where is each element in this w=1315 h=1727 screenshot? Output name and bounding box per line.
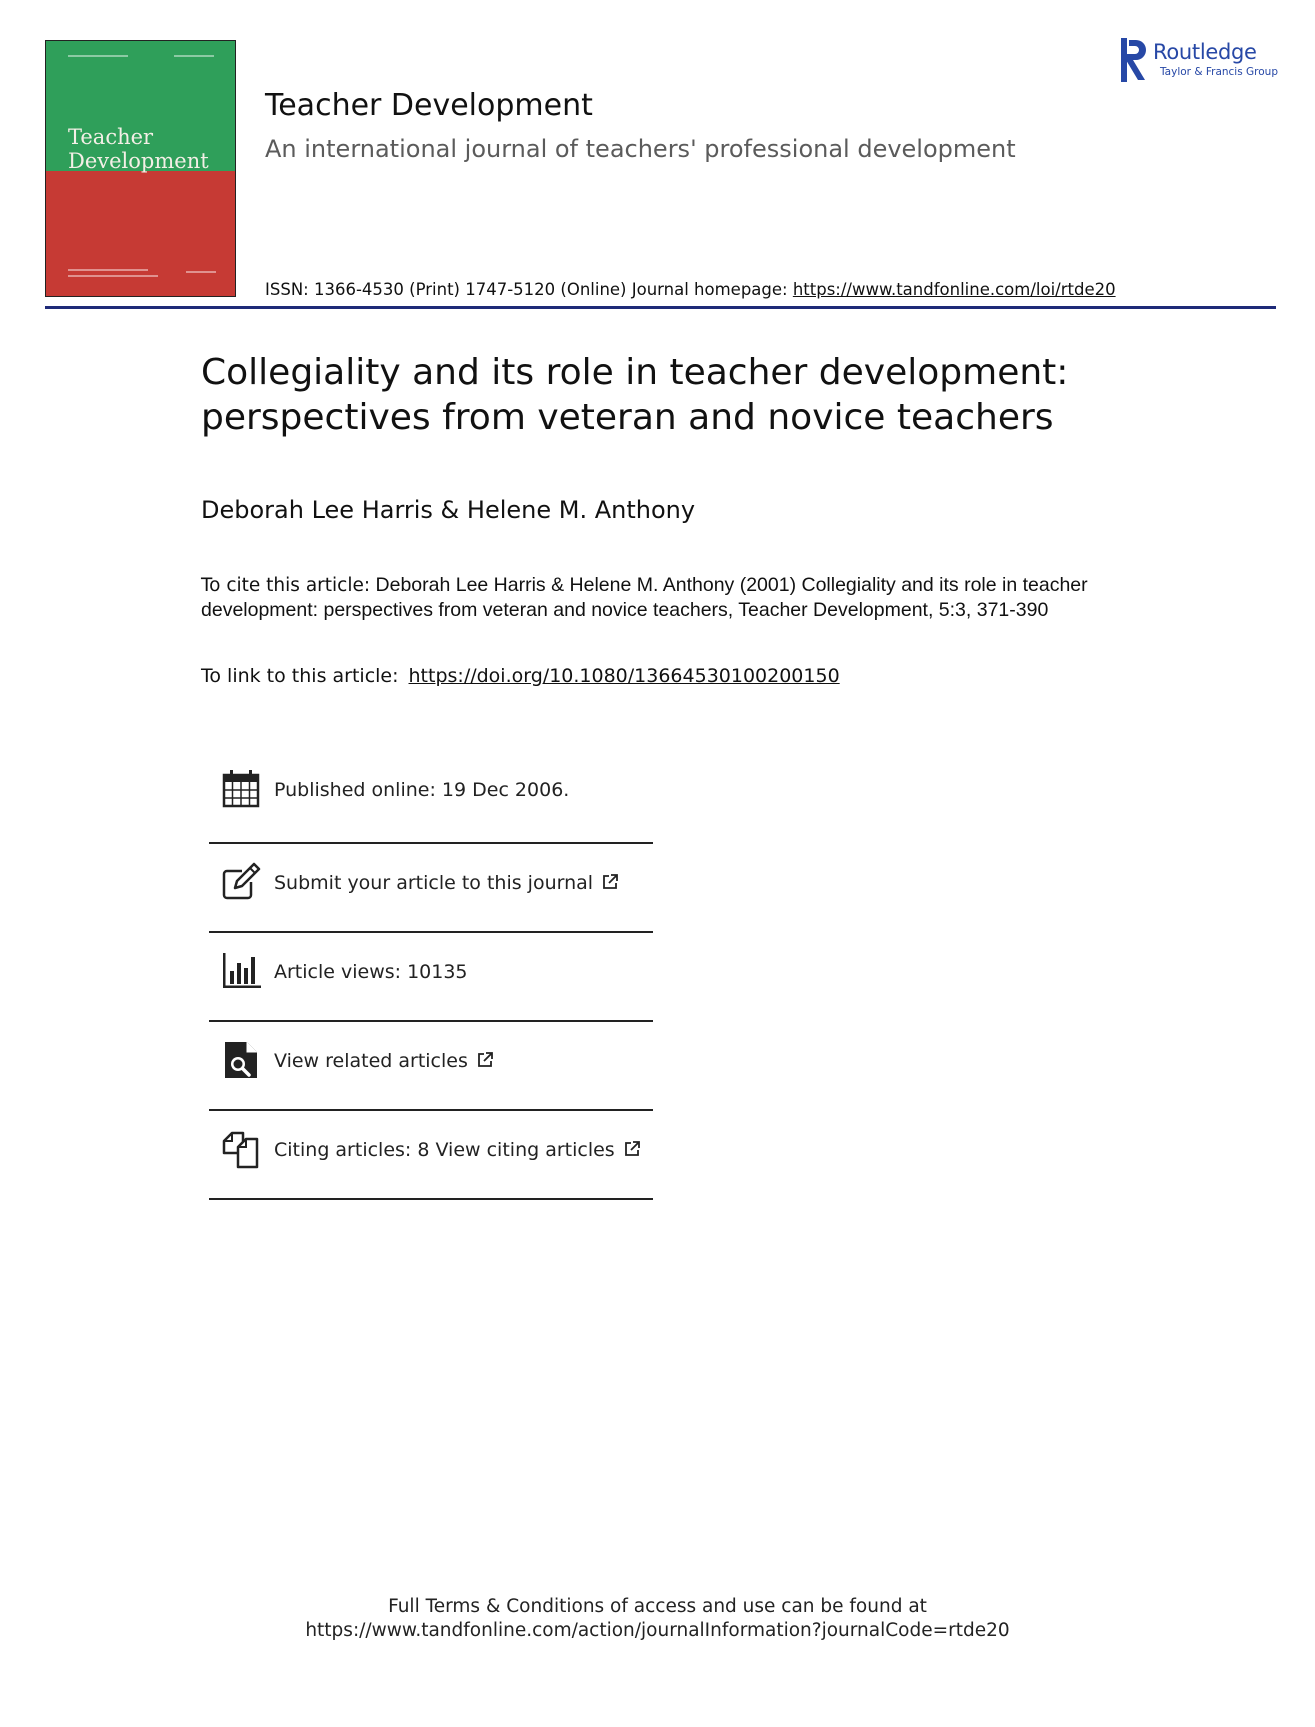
published-online-row	[209, 750, 653, 839]
related-articles-row[interactable]	[209, 1021, 653, 1110]
publisher-group: Taylor & Francis Group	[1160, 66, 1278, 78]
terms-footer	[0, 1595, 1315, 1643]
article-title-line: Collegiality and its role in teacher development:	[201, 352, 1069, 393]
publisher-name: Routledge	[1153, 40, 1257, 64]
article-views-row	[209, 932, 653, 1021]
article-authors: Deborah Lee Harris & Helene M. Anthony	[201, 496, 696, 524]
terms-link[interactable]: https://www.tandfonline.com/action/journalInformation?journalCode=rtde20	[305, 1620, 1010, 1641]
journal-title: Teacher Development	[265, 88, 593, 123]
cover-title-line: Teacher	[68, 125, 154, 149]
citing-articles-link[interactable]: Citing articles: 8 View citing articles	[274, 1139, 615, 1161]
cover-title-line: Development	[68, 149, 209, 173]
external-link-icon	[601, 873, 619, 891]
article-link-line	[201, 665, 840, 687]
article-title-line: perspectives from veteran and novice teachers	[201, 397, 1054, 438]
cover-fine-print	[174, 55, 214, 57]
cover-fine-print	[68, 55, 128, 57]
journal-homepage-link[interactable]: https://www.tandfonline.com/loi/rtde20	[792, 280, 1116, 299]
info-text[interactable]	[274, 872, 619, 894]
copy-documents-icon	[221, 1129, 261, 1169]
cover-fine-print	[68, 269, 148, 271]
search-document-icon	[221, 1040, 261, 1080]
journal-subtitle: An international journal of teachers' professional development	[265, 135, 1016, 163]
terms-text: Full Terms & Conditions of access and use can be found at	[388, 1596, 927, 1617]
publisher-logo[interactable]	[1121, 36, 1281, 84]
cite-label: To cite this article:	[201, 575, 371, 596]
related-articles-link[interactable]: View related articles	[274, 1050, 468, 1072]
citation-block	[201, 573, 1121, 623]
issn-text: ISSN: 1366-4530 (Print) 1747-5120 (Online) Journal homepage:	[265, 280, 793, 299]
info-text[interactable]	[274, 1050, 494, 1072]
cite-text: Deborah Lee Harris & Helene M. Anthony (2001) Collegiality and its role in teacher development: perspectives from veteran and novice teachers, Teacher Development, 5:3, 371-390	[201, 574, 1088, 621]
cover-red-band	[46, 171, 235, 297]
info-text[interactable]	[274, 1139, 641, 1161]
calendar-icon	[221, 769, 261, 809]
header-divider	[45, 306, 1276, 309]
info-text: Published online: 19 Dec 2006.	[274, 779, 570, 801]
routledge-r-logo-icon	[1121, 38, 1147, 82]
article-title	[201, 350, 1181, 440]
external-link-icon	[623, 1140, 641, 1158]
issn-line	[265, 280, 1116, 299]
submit-article-link[interactable]: Submit your article to this journal	[274, 872, 594, 894]
cover-fine-print	[68, 275, 158, 277]
link-label: To link to this article:	[201, 665, 399, 687]
edit-icon	[221, 862, 261, 902]
journal-cover-image	[45, 40, 236, 297]
bar-chart-icon	[221, 951, 261, 991]
external-link-icon	[476, 1051, 494, 1069]
citing-articles-row[interactable]	[209, 1110, 653, 1199]
cover-title	[68, 125, 209, 173]
submit-article-row[interactable]	[209, 843, 653, 932]
cover-fine-print	[186, 271, 216, 273]
doi-link[interactable]: https://doi.org/10.1080/13664530100200150	[408, 665, 840, 687]
info-divider	[209, 1198, 653, 1200]
info-text: Article views: 10135	[274, 961, 468, 983]
